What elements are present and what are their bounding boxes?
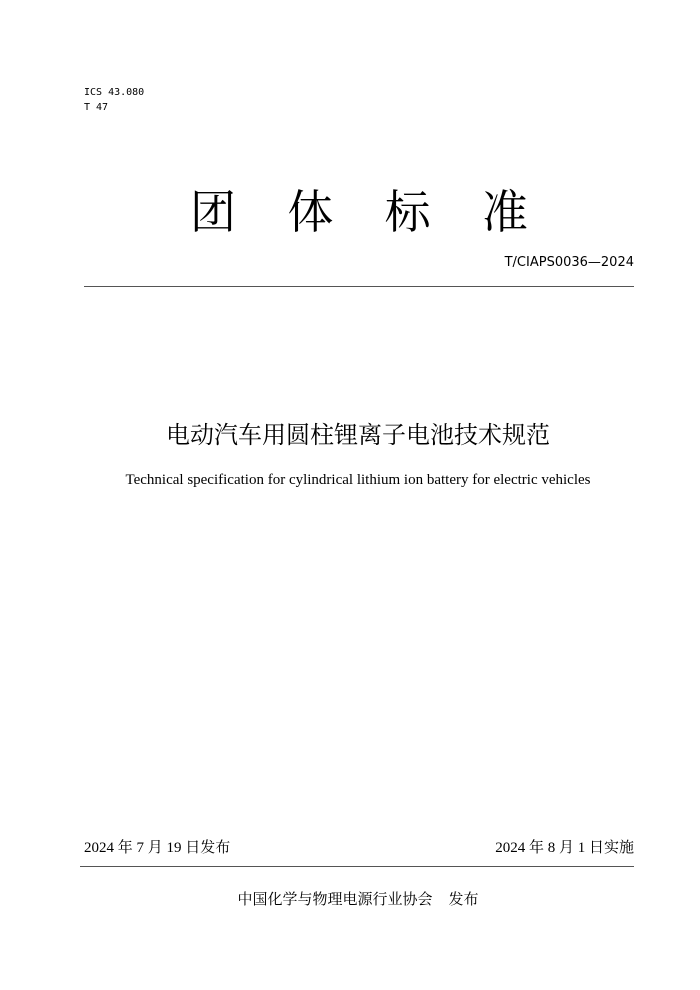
classification-codes [84, 85, 144, 115]
standard-type-char-4: 准 [481, 185, 528, 239]
ics-code: ICS 43.080 [84, 87, 145, 98]
standard-number: T/CIAPS0036—2024 [504, 255, 634, 270]
standard-type-heading [84, 182, 634, 242]
top-divider [84, 286, 634, 287]
ccs-code: T 47 [84, 102, 109, 113]
document-title-chinese: 电动汽车用圆柱锂离子电池技术规范 [166, 421, 550, 449]
publisher-name: 中国化学与物理电源行业协会 [237, 890, 433, 908]
document-title-english: Technical specification for cylindrical lithium ion battery for electric vehicles [125, 472, 591, 488]
publisher-line [0, 888, 700, 910]
implementation-date: 2024 年 8 月 1 日实施 [495, 840, 634, 856]
standard-type-char-1: 团 [190, 185, 236, 239]
bottom-divider [80, 866, 634, 867]
release-date: 2024 年 7 月 19 日发布 [84, 840, 231, 856]
standard-type-char-2: 体 [287, 185, 334, 239]
standard-type-char-3: 标 [384, 185, 431, 239]
publisher-action: 发布 [448, 890, 479, 908]
